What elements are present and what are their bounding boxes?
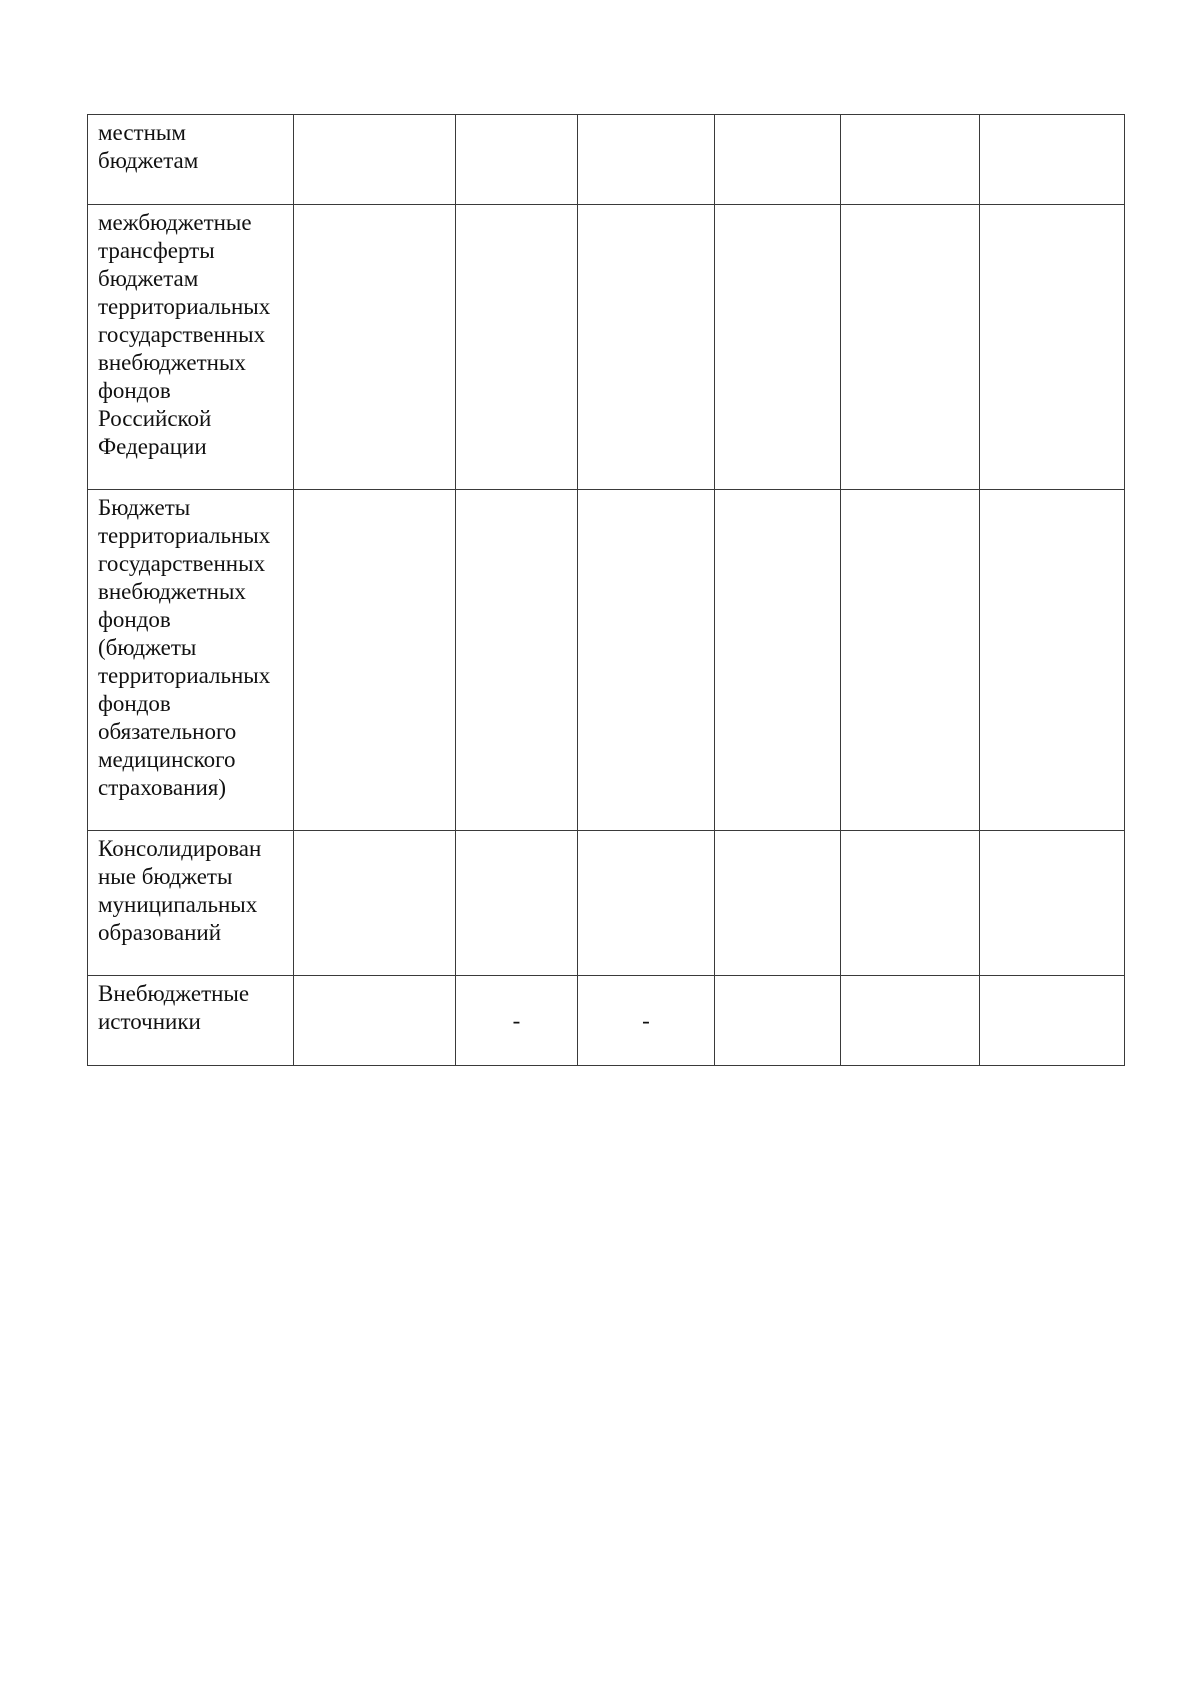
table-row <box>88 831 1125 976</box>
value-cell <box>980 205 1125 490</box>
row-label-cell: Консолидирован ные бюджеты муниципальных образований <box>88 831 294 976</box>
value-cell <box>578 205 715 490</box>
value-cell <box>715 831 841 976</box>
value-cell <box>456 205 578 490</box>
value-cell: - <box>456 976 578 1066</box>
value-cell <box>294 205 456 490</box>
value-cell <box>294 831 456 976</box>
value-cell <box>578 115 715 205</box>
value-cell <box>841 490 980 831</box>
value-cell: - <box>578 976 715 1066</box>
value-cell <box>841 115 980 205</box>
value-cell <box>980 976 1125 1066</box>
value-cell <box>715 976 841 1066</box>
value-cell <box>841 831 980 976</box>
budget-table <box>87 114 1125 1066</box>
value-cell <box>578 490 715 831</box>
table-row <box>88 115 1125 205</box>
value-cell <box>294 490 456 831</box>
value-cell <box>456 490 578 831</box>
value-cell <box>715 490 841 831</box>
value-cell <box>456 115 578 205</box>
value-cell <box>578 831 715 976</box>
row-label-cell: Бюджеты территориальных государственных внебюджетных фондов (бюджеты территориальных фондов обязательного медицинского страхования) <box>88 490 294 831</box>
value-cell <box>715 115 841 205</box>
row-label-cell: местным бюджетам <box>88 115 294 205</box>
value-cell <box>841 205 980 490</box>
value-cell <box>456 831 578 976</box>
table-row <box>88 205 1125 490</box>
value-cell <box>841 976 980 1066</box>
value-cell <box>294 976 456 1066</box>
row-label-cell: межбюджетные трансферты бюджетам территориальных государственных внебюджетных фондов Российской Федерации <box>88 205 294 490</box>
value-cell <box>980 115 1125 205</box>
value-cell <box>294 115 456 205</box>
table-row <box>88 976 1125 1066</box>
table-row <box>88 490 1125 831</box>
row-label-cell: Внебюджетные источники <box>88 976 294 1066</box>
value-cell <box>980 490 1125 831</box>
value-cell <box>715 205 841 490</box>
value-cell <box>980 831 1125 976</box>
